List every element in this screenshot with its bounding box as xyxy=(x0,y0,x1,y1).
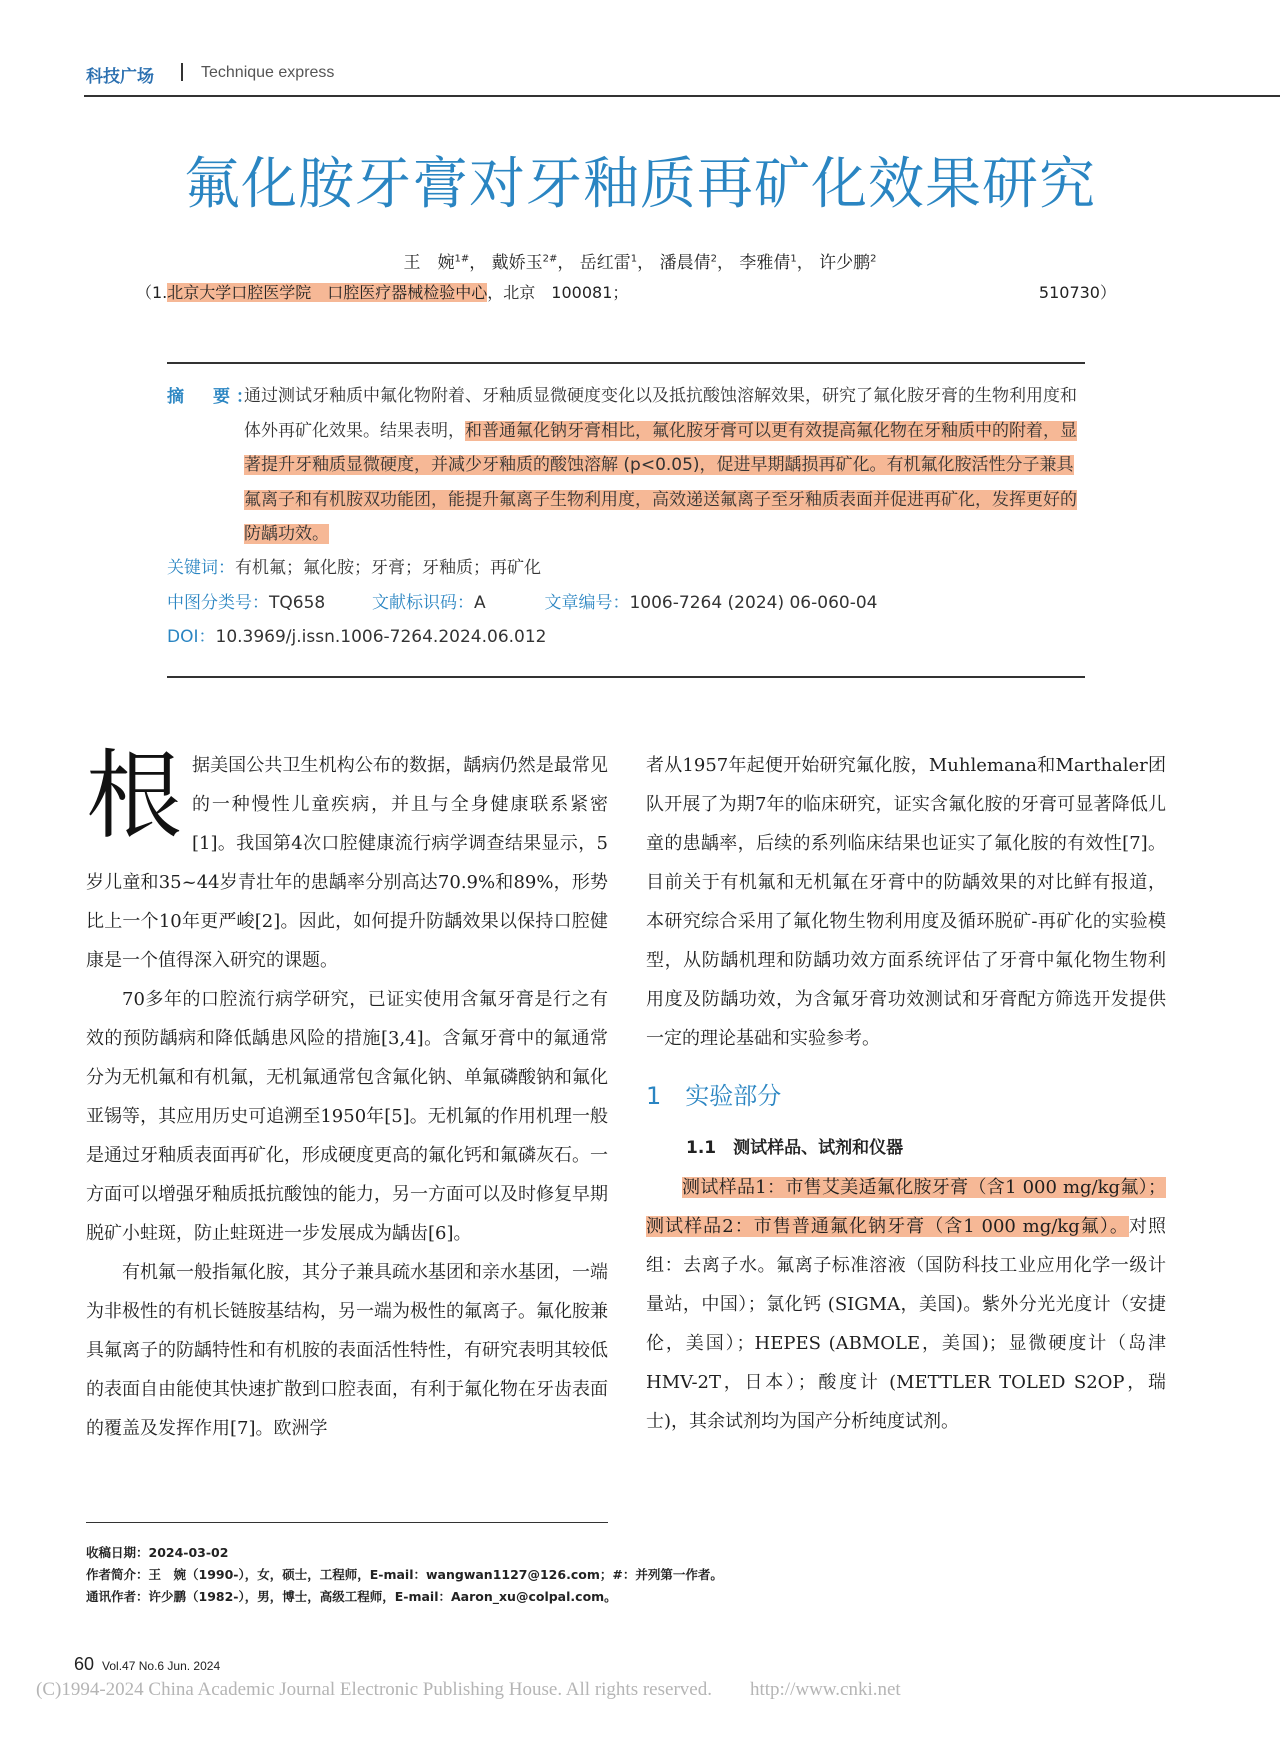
abstract-text: 通过测试牙釉质中氟化物附着、牙釉质显微硬度变化以及抵抗酸蚀溶解效果，研究了氟化胺牙膏的生物利用度和体外再矿化效果。结果表明，和普通氟化钠牙膏相比，氟化胺牙膏可以更有效提高氟化物在牙釉质中的附着，显著提升牙釉质显微硬度，并减少牙釉质的酸蚀溶解 (p<0.05)，促进早期龋损再矿化。有机氟化胺活性分子兼具氟离子和有机胺双功能团，能提升氟离子生物利用度，高效递送氟离子至牙釉质表面并促进再矿化，发挥更好的防龋功效。 xyxy=(244,386,1077,544)
author-name: 潘晨倩 xyxy=(659,253,711,273)
volume-info: Vol.47 No.6 Jun. 2024 xyxy=(102,1659,221,1673)
drop-cap: 根 xyxy=(86,740,182,852)
author-sup: 1# xyxy=(454,253,470,265)
copyright-watermark: (C)1994-2024 China Academic Journal Electronic Publishing House. All rights reserved. http://www.cnki.net xyxy=(36,1679,901,1700)
header-divider xyxy=(181,63,183,81)
author-name: 李雅倩 xyxy=(739,253,791,273)
paper-title: 氟化胺牙膏对牙釉质再矿化效果研究 xyxy=(184,152,1096,217)
section-name: 科技广场 xyxy=(86,67,154,87)
body-column-left xyxy=(86,740,608,1448)
paragraph: 测试样品1：市售艾美适氟化胺牙膏（含1 000 mg/kg氟）；测试样品2：市售普通氟化钠牙膏（含1 000 mg/kg氟）。对照组：去离子水。氟离子标准溶液（国防科技工业应用化学一级计量站，中国）；氯化钙 (SIGMA，美国)。紫外分光光度计（安捷伦，美国）；HEPES (ABMOLE，美国)；显微硬度计（岛津 HMV-2T，日本）；酸度计 (METTLER TOLED S2OP，瑞士)，其余试剂均为国产分析纯度试剂。 xyxy=(646,1177,1167,1432)
classification-row: 中图分类号：TQ658 文献标识码：A 文章编号：1006-7264 (2024) 06-060-04 xyxy=(167,593,878,613)
page-info xyxy=(74,1654,220,1675)
footnote-corresponding: 通讯作者：许少鹏（1982-），男，博士，高级工程师，E-mail：Aaron_xu@colpal.com。 xyxy=(86,1589,617,1604)
paragraph: 70多年的口腔流行病学研究，已证实使用含氟牙膏是行之有效的预防龋病和降低龋患风险的措施[3,4]。含氟牙膏中的氟通常分为无机氟和有机氟，无机氟通常包含氟化钠、单氟磷酸钠和氟化亚锡等，其应用历史可追溯至1950年[5]。无机氟的作用机理一般是通过牙釉质表面再矿化，形成硬度更高的氟化钙和氟磷灰石。一方面可以增强牙釉质抵抗酸蚀的能力，另一方面可以及时修复早期脱矿小蛀斑，防止蛀斑进一步发展成为龋齿[6]。 xyxy=(86,989,608,1244)
affiliation-postcode: 510730） xyxy=(1038,283,1116,302)
doi: DOI：10.3969/j.issn.1006-7264.2024.06.012 xyxy=(167,627,547,647)
abstract-highlight: 和普通氟化钠牙膏相比，氟化胺牙膏可以更有效提高氟化物在牙釉质中的附着，显著提升牙釉质显微硬度，并减少牙釉质的酸蚀溶解 (p<0.05)，促进早期龋损再矿化。有机氟化胺活性分子兼具氟离子和有机胺双功能团，能提升氟离子生物利用度，高效递送氟离子至牙釉质表面并促进再矿化，发挥更好的防龋功效。 xyxy=(244,420,1077,544)
author-sup: 2 xyxy=(870,253,877,265)
author-sup: 1 xyxy=(630,253,638,265)
header-rule xyxy=(84,95,1280,97)
sample-highlight: 测试样品1：市售艾美适氟化胺牙膏（含1 000 mg/kg氟）；测试样品2：市售普通氟化钠牙膏（含1 000 mg/kg氟）。 xyxy=(646,1177,1166,1237)
author-name: 王 婉 xyxy=(403,253,455,273)
author-name: 许少鹏 xyxy=(819,253,871,273)
author-name: 戴娇玉 xyxy=(491,253,543,273)
abstract-rule-bottom xyxy=(167,676,1085,678)
paragraph: 有机氟一般指氟化胺，其分子兼具疏水基团和亲水基团，一端为非极性的有机长链胺基结构，另一端为极性的氟离子。氟化胺兼具氟离子的防龋特性和有机胺的表面活性特性，有研究表明其较低的表面自由能使其快速扩散到口腔表面，有利于氟化物在牙齿表面的覆盖及发挥作用[7]。欧洲学 xyxy=(86,1262,608,1439)
body-column-right xyxy=(646,746,1166,1441)
page-number: 60 xyxy=(74,1654,95,1674)
author-sup: 2 xyxy=(710,253,717,265)
section-heading: 1 实验部分 xyxy=(646,1082,782,1110)
author-name: 岳红雷 xyxy=(579,253,631,273)
paragraph: 根据美国公共卫生机构公布的数据，龋病仍然是最常见的一种慢性儿童疾病，并且与全身健康联系紧密[1]。我国第4次口腔健康流行病学调查结果显示，5岁儿童和35~44岁青壮年的患龋率分别高达70.9%和89%，形势比上一个10年更严峻[2]。因此，如何提升防龋效果以保持口腔健康是一个值得深入研究的课题。 xyxy=(86,740,608,971)
affiliation: （1.北京大学口腔医学院 口腔医疗器械检验中心，北京 100081； 510730） xyxy=(136,280,1116,303)
affiliation-highlight: 北京大学口腔医学院 口腔医疗器械检验中心 xyxy=(167,283,488,302)
footnote-rule xyxy=(86,1522,608,1523)
paragraph: 者从1957年起便开始研究氟化胺，Muhlemana和Marthaler团队开展了为期7年的临床研究，证实含氟化胺的牙膏可显著降低儿童的患龋率，后续的系列临床结果也证实了氟化胺的有效性[7]。目前关于有机氟和无机氟在牙膏中的防龋效果的对比鲜有报道，本研究综合采用了氟化物生物利用度及循环脱矿-再矿化的实验模型，从防龋机理和防龋功效方面系统评估了牙膏中氟化物生物利用度及防龋功效，为含氟牙膏功效测试和牙膏配方筛选开发提供一定的理论基础和实验参考。 xyxy=(646,755,1166,1049)
footnote-author: 作者简介：王 婉（1990-），女，硕士，工程师，E-mail：wangwan1127@126.com；#：并列第一作者。 xyxy=(86,1567,723,1582)
section-name-en: Technique express xyxy=(201,64,335,81)
footnote-received: 收稿日期：2024-03-02 xyxy=(86,1545,229,1560)
author-sup: 1 xyxy=(790,253,797,265)
author-list: 王 婉$^{1\#}$， 戴娇玉$^{2\#}$， 岳红雷$^1$， 潘晨倩$^2$， 李雅倩$^1$， 许少鹏$^2$ xyxy=(403,253,877,273)
keywords: 关键词：有机氟；氟化胺；牙膏；牙釉质；再矿化 xyxy=(167,558,541,578)
subsection-heading: 1.1 测试样品、试剂和仪器 xyxy=(686,1138,904,1158)
author-sup: 2# xyxy=(542,253,558,265)
abstract-rule-top xyxy=(167,362,1085,364)
abstract-label: 摘 要： xyxy=(167,387,259,407)
